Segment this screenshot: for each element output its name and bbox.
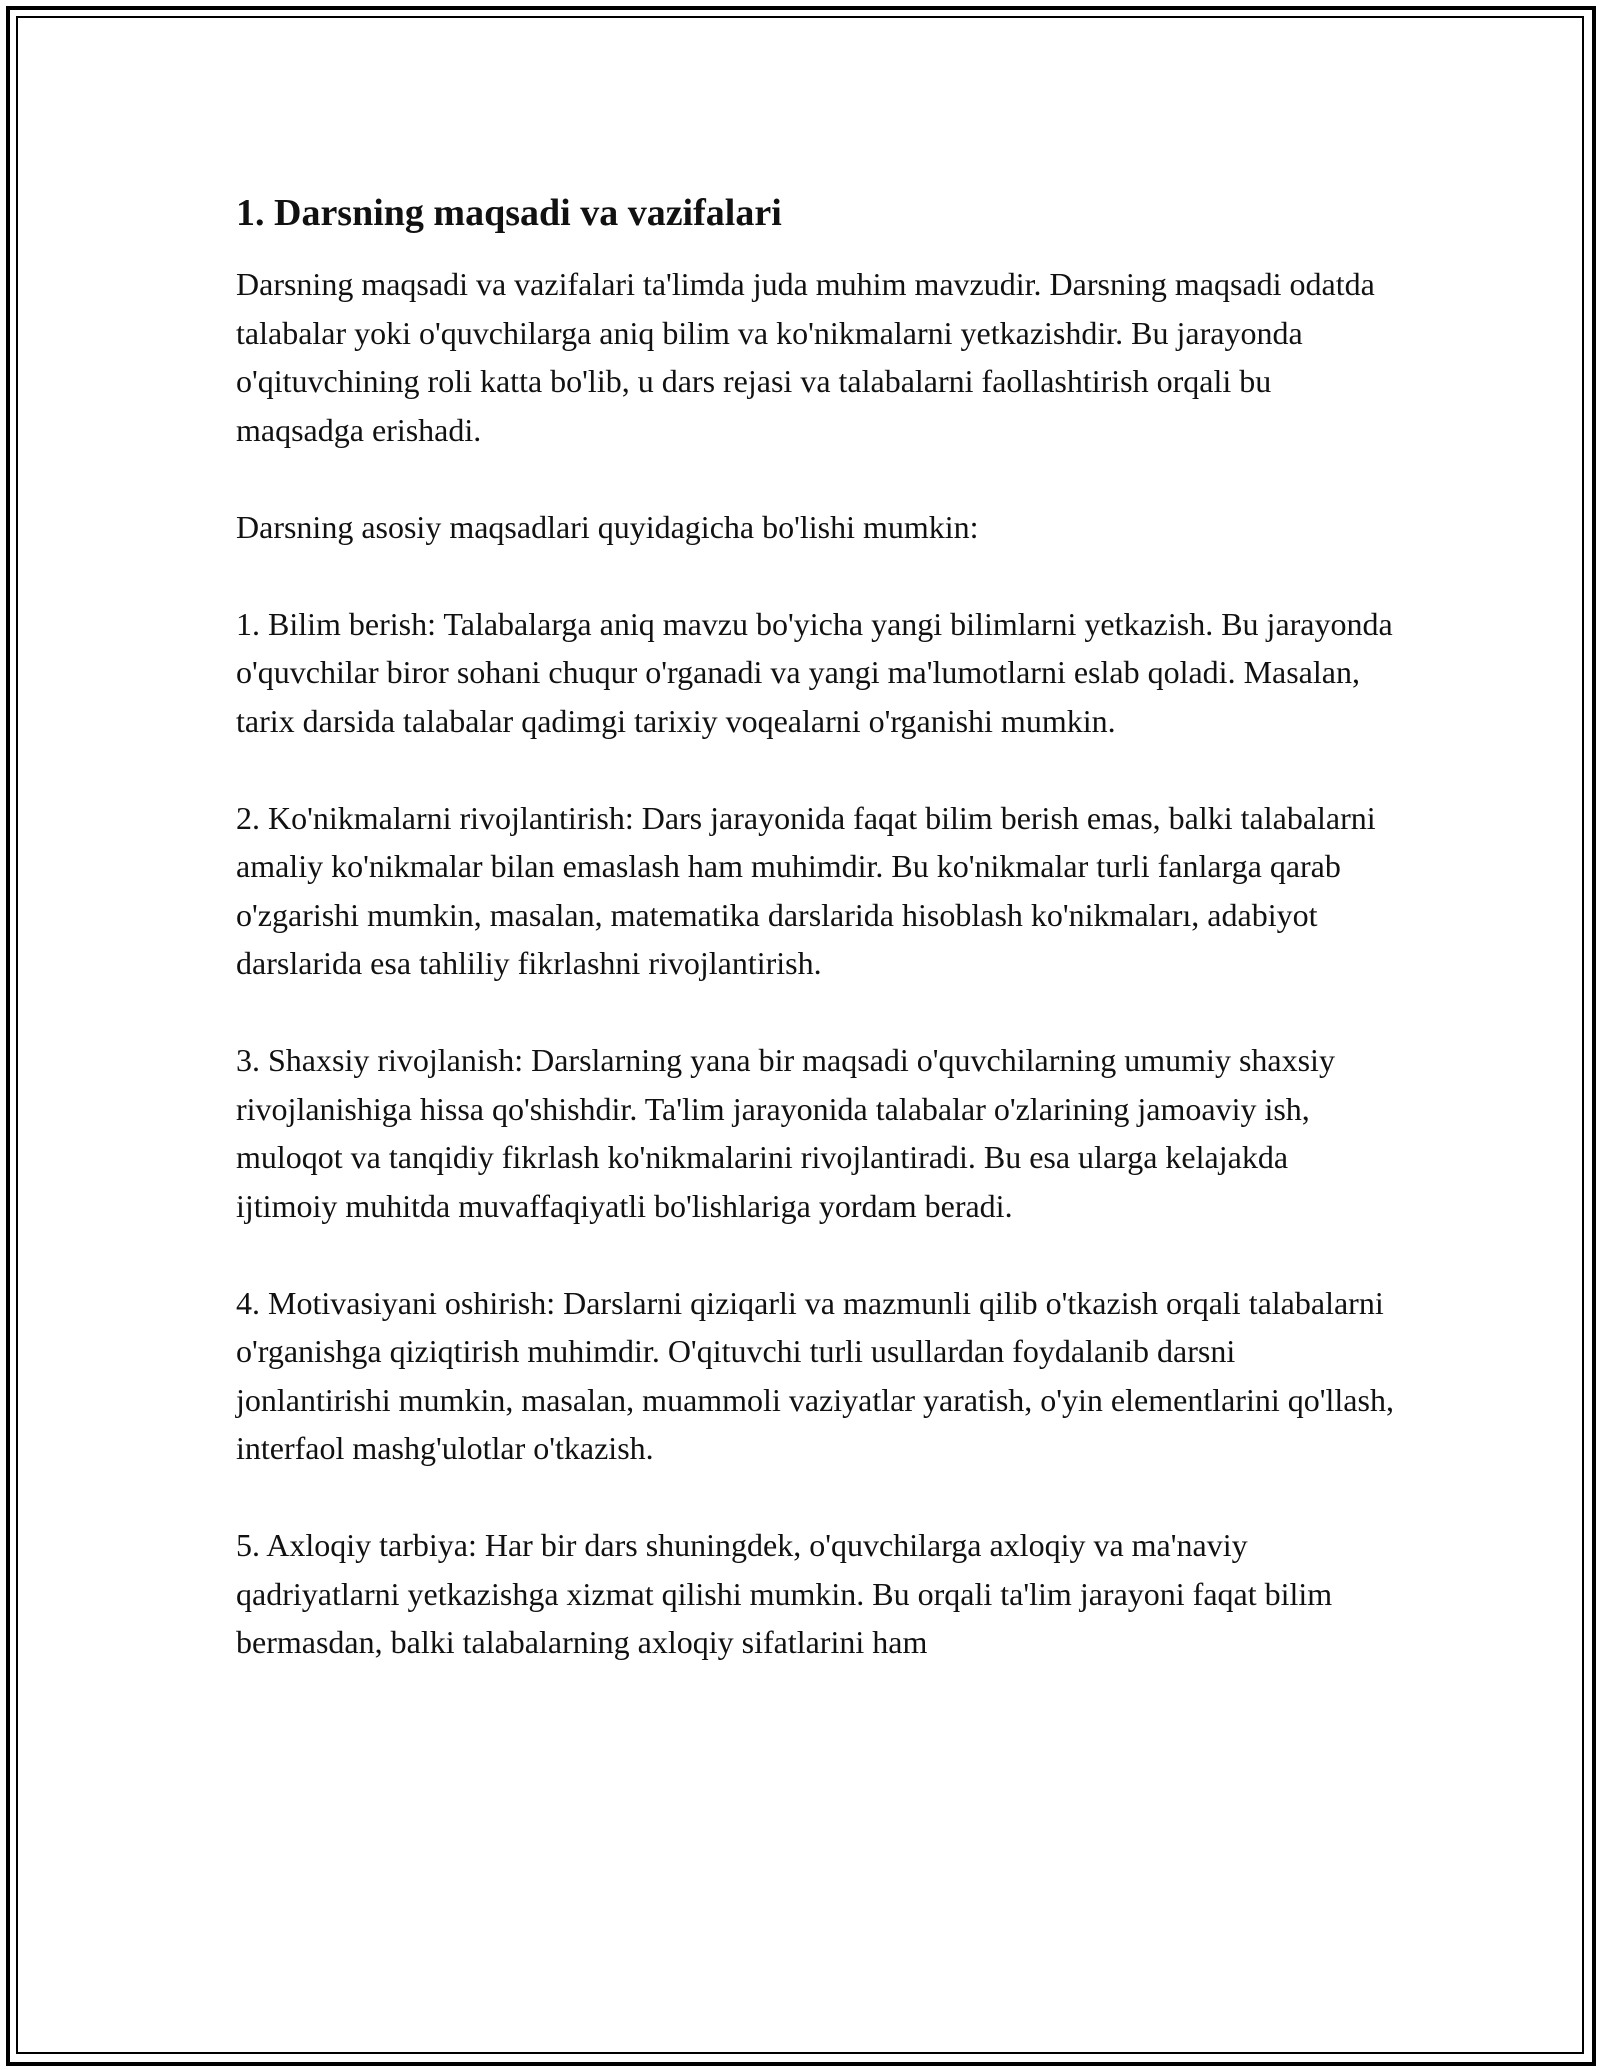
goals-lead-paragraph: Darsning asosiy maqsadlari quyidagicha bo'lishi mumkin: — [236, 508, 979, 545]
goal-item-skills: 2. Ko'nikmalarni rivojlantirish: Dars jarayonida faqat bilim berish emas, balki talabalarni amaliy ko'nikmalar bilan emaslash ham muhimdir. Bu ko'nikmalar turli fanlarga qarab o'zgarishi mumkin, masalan, matematika darslarida hisoblash ko'nikmaları, adabiyot darslarida esa tahliliy fikrlashni rivojlantirish. — [236, 799, 1376, 981]
goal-item-personal-development: 3. Shaxsiy rivojlanish: Darslarning yana bir maqsadi o'quvchilarning umumiy shaxsiy rivojlanishiga hissa qo'shishdir. Ta'lim jarayonida talabalar o'zlarining jamoaviy ish, muloqot va tanqidiy fikrlash ko'nikmalarini rivojlantiradi. Bu esa ularga kelajakda ijtimoiy muhitda muvaffaqiyatli bo'lishlariga yordam beradi. — [236, 1042, 1335, 1224]
goal-item-moral-education: 5. Axloqiy tarbiya: Har bir dars shuningdek, o'quvchilarga axloqiy va ma'naviy qadriyatlarni yetkazishga xizmat qilishi mumkin. Bu orqali ta'lim jarayoni faqat bilim bermasdan, balki talabalarning axloqiy sifatlarini ham — [236, 1527, 1333, 1660]
goal-item-knowledge: 1. Bilim berish: Talabalarga aniq mavzu bo'yicha yangi bilimlarni yetkazish. Bu jarayonda o'quvchilar biror sohani chuqur o'rganadi va yangi ma'lumotlarni eslab qoladi. Masalan, tarix darsida talabalar qadimgi tarixiy voqealarni o'rganishi mumkin. — [236, 605, 1393, 739]
intro-paragraph: Darsning maqsadi va vazifalari ta'limda juda muhim mavzudir. Darsning maqsadi odatda talabalar yoki o'quvchilarga aniq bilim va ko'nikmalarni yetkazishdir. Bu jarayonda o'qituvchining roli katta bo'lib, u dars rejasi va talabalarni faollashtirish orqali bu maqsadga erishadi. — [236, 266, 1375, 448]
document-body — [236, 186, 1396, 1715]
goal-item-motivation: 4. Motivasiyani oshirish: Darslarni qiziqarli va mazmunli qilib o'tkazish orqali talabalarni o'rganishga qiziqtirish muhimdir. O'qituvchi turli usullardan foydalanib darsni jonlantirishi mumkin, masalan, muammoli vaziyatlar yaratish, o'yin elementlarini qo'llash, interfaol mashg'ulotlar o'tkazish. — [236, 1284, 1394, 1466]
section-heading: 1. Darsning maqsadi va vazifalari — [236, 192, 782, 234]
